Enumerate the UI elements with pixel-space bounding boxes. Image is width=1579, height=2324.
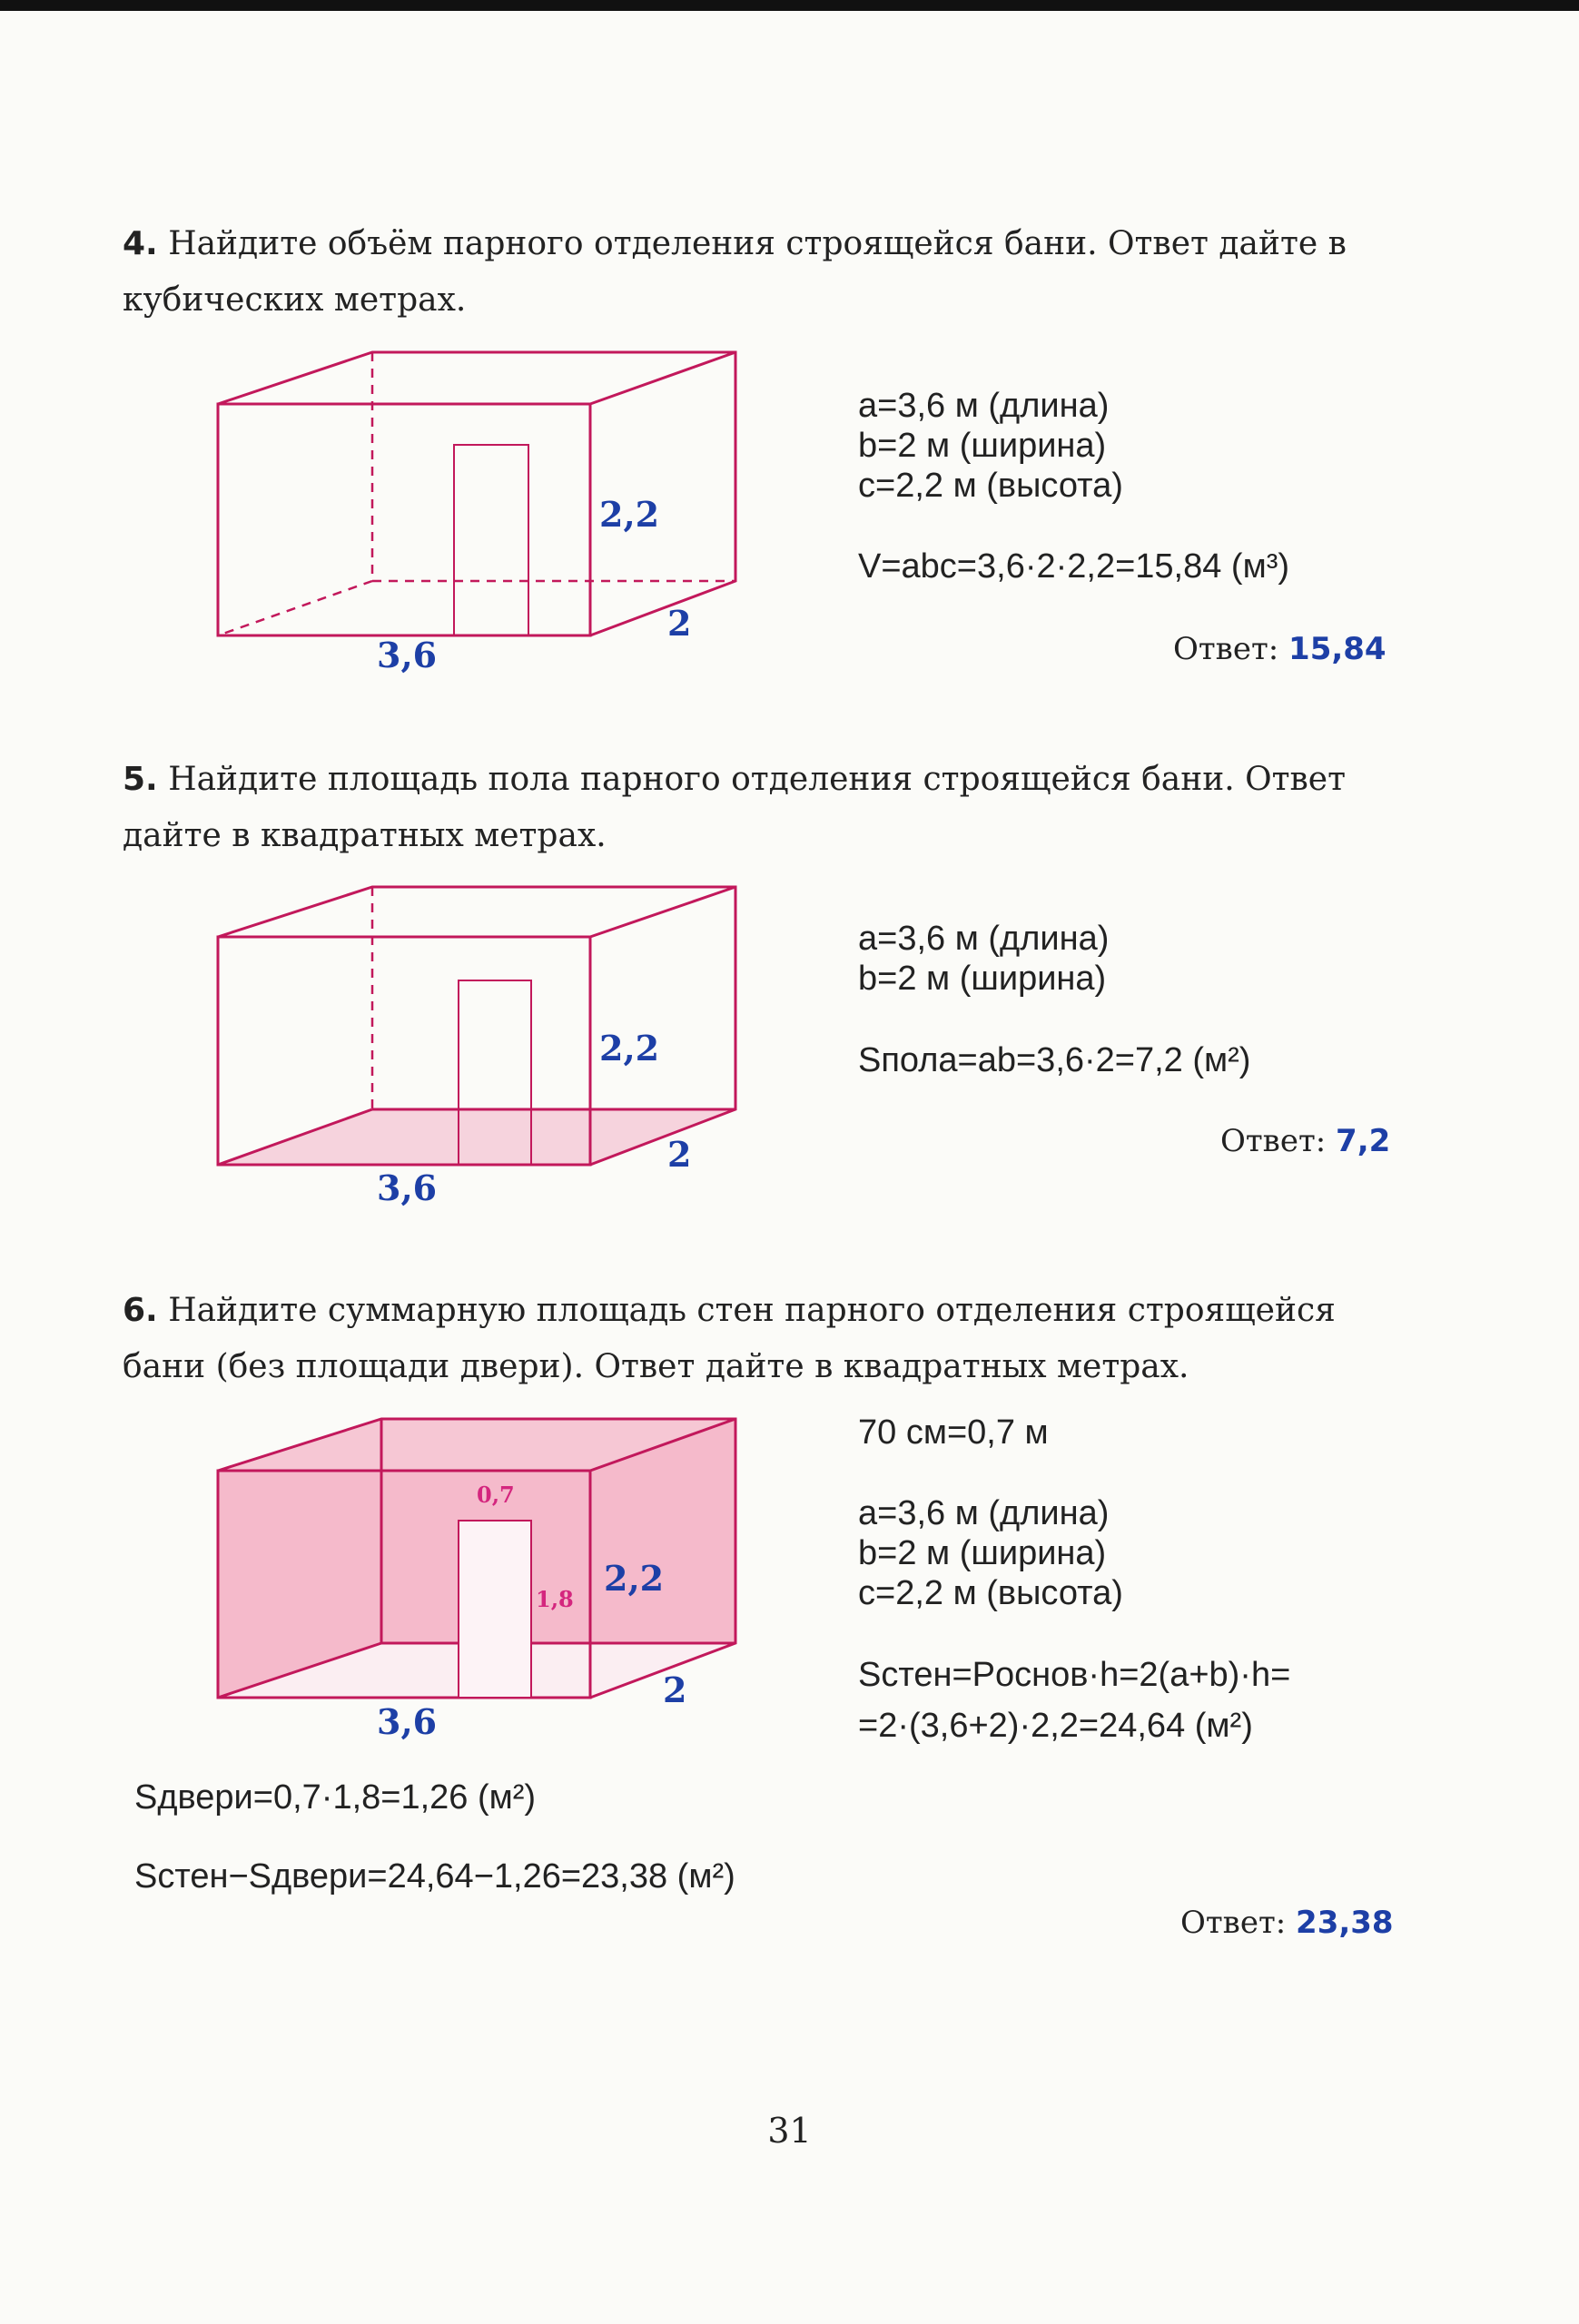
task-6-statement: 6. Найдите суммарную площадь стен парного отделения строящейся бани (без площади двери). Ответ дайте в квадратных метрах. [123, 1292, 1336, 1385]
task-4-width: b=2 м (ширина) [858, 427, 1107, 465]
task-4-answer: Ответ: 15,84 [1173, 631, 1387, 667]
height-label: 2,2 [604, 1558, 665, 1599]
task-4-height: c=2,2 м (высота) [858, 467, 1123, 505]
task-4-statement: 4. Найдите объём парного отделения строящейся бани. Ответ дайте в кубических метрах. [123, 225, 1347, 319]
task-5-formula: Sпола=ab=3,6·2=7,2 (м²) [858, 1041, 1251, 1079]
task-4-formula: V=abc=3,6·2·2,2=15,84 (м³) [858, 547, 1290, 586]
task-5-length: a=3,6 м (длина) [858, 920, 1110, 958]
door [459, 1521, 531, 1698]
task-5-answer: Ответ: 7,2 [1220, 1123, 1391, 1159]
length-label: 3,6 [377, 635, 438, 675]
task-6-width: b=2 м (ширина) [858, 1534, 1107, 1572]
height-label: 2,2 [599, 494, 660, 535]
task-6-length: a=3,6 м (длина) [858, 1494, 1110, 1532]
door-height-label: 1,8 [536, 1586, 574, 1612]
width-label: 2 [663, 1669, 687, 1710]
task-6-height: c=2,2 м (высота) [858, 1574, 1123, 1612]
task-6-formula-line-2: =2·(3,6+2)·2,2=24,64 (м²) [858, 1707, 1253, 1745]
task-6-door-area: Sдвери=0,7·1,8=1,26 (м²) [134, 1778, 537, 1817]
door-width-label: 0,7 [477, 1482, 515, 1508]
width-label: 2 [667, 603, 692, 644]
task-6-answer: Ответ: 23,38 [1180, 1905, 1394, 1941]
task-4-length: a=3,6 м (длина) [858, 387, 1110, 425]
task-5-width: b=2 м (ширина) [858, 960, 1107, 998]
task-5-statement: 5. Найдите площадь пола парного отделения строящейся бани. Ответ дайте в квадратных метрах. [123, 761, 1347, 854]
page-number: 31 [767, 2111, 812, 2151]
task-6-difference: Sстен−Sдвери=24,64−1,26=23,38 (м²) [134, 1857, 735, 1896]
length-label: 3,6 [377, 1167, 438, 1208]
width-label: 2 [667, 1134, 692, 1175]
task-6-conversion: 70 см=0,7 м [858, 1413, 1049, 1452]
height-label: 2,2 [599, 1028, 660, 1068]
task-6-formula-line-1: Sстен=Pоснов·h=2(a+b)·h= [858, 1656, 1291, 1694]
length-label: 3,6 [377, 1701, 438, 1742]
